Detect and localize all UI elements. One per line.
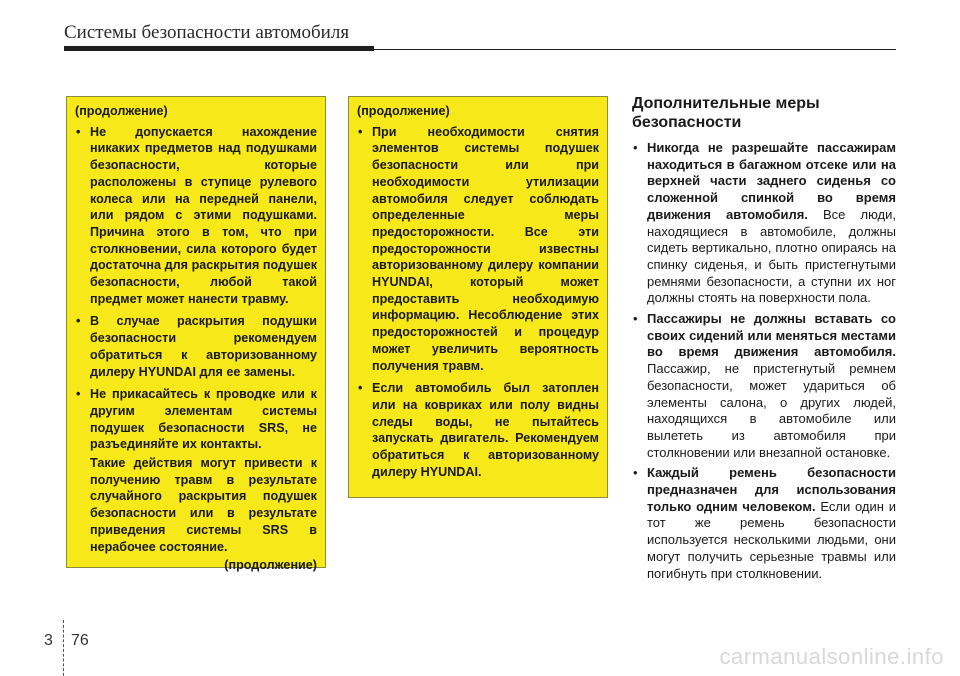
continued-label: (продолжение) — [224, 558, 317, 573]
warning-item: • Не допускается нахождение никаких предметов над подушками безопасности, которые расположены в ступице рулевого колеса или на передней панели, или рядом с этими подушками. Причина этого в том, что при столкновении, сила которого будет достаточна для раскрытия подушек безопасности, любой такой предмет может нанести травму. — [75, 124, 317, 308]
watermark: carmanualsonline.info — [719, 644, 944, 669]
safety-item-text: Если один и тот же ремень безопасности используется несколькими людьми, они могут получить серьезные травмы или погибнуть при столкновении. — [647, 498, 896, 581]
warning-extra-paragraph: Такие действия могут привести к получению травм в результате случайного раскрытия подушек безопасности или в результате приведения системы SRS в нерабочее состояние. — [90, 456, 317, 554]
warning-item: • Если автомобиль был затоплен или на ковриках или полу видны следы воды, не пытайтесь запускать двигатель. Рекомендуем обратиться к авторизованному дилеру HYUNDAI. — [357, 380, 599, 480]
safety-item — [632, 311, 896, 461]
header-rule-thin — [374, 49, 896, 50]
chapter-number: 3 — [44, 632, 53, 649]
safety-item-text: Пассажир, не пристегнутый ремнем безопасности, может удариться об элементы салона, о других людей, находящихся в автомобиле или вылететь из автомобиля при столкновении или внезапной остановке. — [647, 361, 896, 460]
warning-item: • При необходимости снятия элементов системы подушек безопасности или при необходимости утилизации автомобиля следует соблюдать определенные меры предосторожности. Все эти предосторожности известны авторизованному дилеру компании HYUNDAI, который может предоставить необходимую информацию. Несоблюдение этих предосторожностей и процедур может увеличить вероятность получения травм. — [357, 124, 599, 375]
safety-item-text: Все люди, находящиеся в автомобиле, должны сидеть вертикально, плотно опираясь на спинку сиденья, и быть пристегнутыми ремнями безопасности, а ступни их ног должны стоять на поверхности пола. — [647, 206, 896, 306]
section-title: Дополнительные меры безопасности — [632, 95, 820, 131]
page-header-title: Системы безопасности автомобиля — [64, 22, 350, 43]
safety-list — [632, 140, 896, 582]
page-number: 76 — [71, 632, 89, 649]
warning-box-left — [66, 96, 326, 573]
warning-list — [357, 124, 599, 481]
warning-box-middle — [348, 96, 608, 498]
continued-label: (продолжение) — [75, 104, 168, 118]
warning-list — [75, 124, 317, 453]
safety-measures-column — [632, 94, 896, 586]
continued-label: (продолжение) — [357, 104, 450, 118]
safety-item-bold: Пассажиры не должны вставать со своих сидений или меняться местами во время движения автомобиля. — [647, 311, 896, 360]
warning-item: • В случае раскрытия подушки безопасности рекомендуем обратиться к авторизованному дилеру HYUNDAI для ее замены. — [75, 313, 317, 380]
safety-item — [632, 465, 896, 582]
safety-item-bold: Никогда не разрешайте пассажирам находиться в багажном отсеке или на верхней части заднего сиденья со сложенной спинкой во время движения автомобиля. — [647, 140, 896, 222]
header-rule-thick — [64, 46, 374, 51]
safety-item — [632, 140, 896, 307]
warning-item: • Не прикасайтесь к проводке или к другим элементам системы подушек безопасности SRS, не разъединяйте их контакты. — [75, 386, 317, 453]
safety-item-bold: Каждый ремень безопасности предназначен для использования только одним человеком. — [647, 465, 896, 514]
footer-divider — [63, 620, 64, 676]
